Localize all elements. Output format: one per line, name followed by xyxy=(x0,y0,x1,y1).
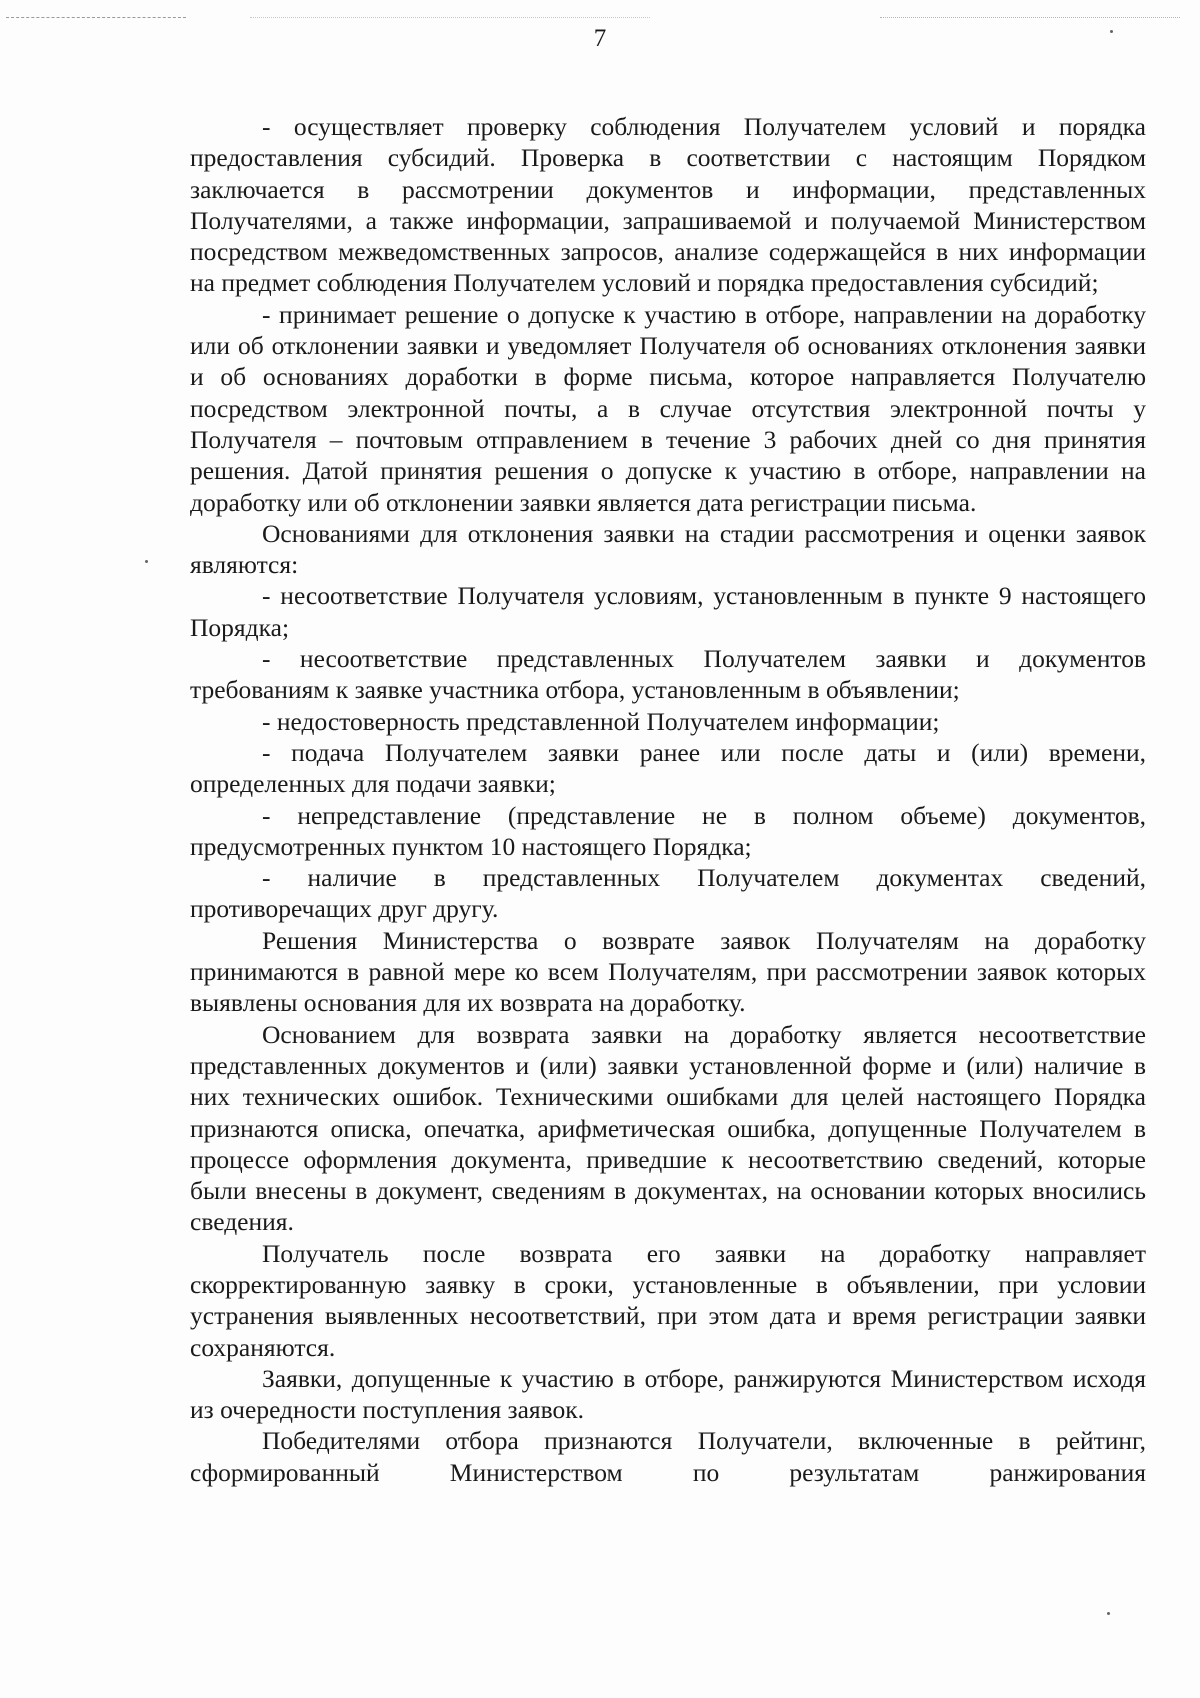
paragraph: - осуществляет проверку соблюдения Получателем условий и порядка предоставления субсидий. Проверка в соответствии с настоящим Порядком заключается в рассмотрении документов и информации, представленных Получателями, а также информации, запрашиваемой и получаемой Министерством посредством межведомственных запросов, анализе содержащейся в них информации на предмет соблюдения Получателем условий и порядка предоставления субсидий; xyxy=(190,112,1146,298)
scan-speck xyxy=(145,560,148,563)
paragraph: - наличие в представленных Получателем документах сведений, противоречащих друг другу. xyxy=(190,863,1146,924)
paragraph: - принимает решение о допуске к участию в отборе, направлении на доработку или об отклонении заявки и уведомляет Получателя об основаниях отклонения заявки и об основаниях доработки в форме письма, которое направляется Получателю посредством электронной почты, а в случае отсутствия электронной почты у Получателя – почтовым отправлением в течение 3 рабочих дней со дня принятия решения. Датой принятия решения о допуске к участию в отборе, направлении на доработку или об отклонении заявки является дата регистрации письма. xyxy=(190,299,1146,517)
paragraph: Решения Министерства о возврате заявок Получателям на доработку принимаются в равной мере ко всем Получателям, при рассмотрении заявок которых выявлены основания для их возврата на доработку. xyxy=(190,925,1146,1018)
scan-edge-line xyxy=(6,17,186,18)
paragraph: Получатель после возврата его заявки на доработку направляет скорректированную заявку в сроки, установленные в объявлении, при условии устранения выявленных несоответствий, при этом дата и время регистрации заявки сохраняются. xyxy=(190,1238,1146,1362)
paragraph: Заявки, допущенные к участию в отборе, ранжируются Министерством исходя из очередности поступления заявок. xyxy=(190,1363,1146,1425)
paragraph: - недостоверность представленной Получателем информации; xyxy=(262,706,940,736)
paragraph: - подача Получателем заявки ранее или после даты и (или) времени, определенных для подачи заявки; xyxy=(190,737,1146,799)
paragraph: Победителями отбора признаются Получатели, включенные в рейтинг, сформированный Министерством по результатам ранжирования xyxy=(190,1426,1146,1487)
paragraph: Основанием для возврата заявки на доработку является несоответствие представленных документов и (или) заявки установленной форме и (или) наличие в них технических ошибок. Техническими ошибками для целей настоящего Порядка признаются описка, опечатка, арифметическая ошибка, допущенные Получателем в процессе оформления документа, приведшие к несоответствию сведений, которые были внесены в документ, сведениям в документах, на основании которых вносились сведения. xyxy=(190,1019,1146,1237)
scan-edge-line xyxy=(250,17,650,18)
paragraph: - непредставление (представление не в полном объеме) документов, предусмотренных пунктом 10 настоящего Порядка; xyxy=(190,800,1146,861)
paragraph: - несоответствие Получателя условиям, установленным в пункте 9 настоящего Порядка; xyxy=(190,581,1146,642)
scan-edge-line xyxy=(880,17,1180,18)
paragraph: - несоответствие представленных Получателем заявки и документов требованиям к заявке участника отбора, установленным в объявлении; xyxy=(190,644,1146,705)
page-number: 7 xyxy=(593,25,607,52)
scan-speck xyxy=(1107,1612,1110,1615)
paragraph: Основаниями для отклонения заявки на стадии рассмотрения и оценки заявок являются: xyxy=(190,518,1146,580)
document-body xyxy=(190,111,1146,1488)
